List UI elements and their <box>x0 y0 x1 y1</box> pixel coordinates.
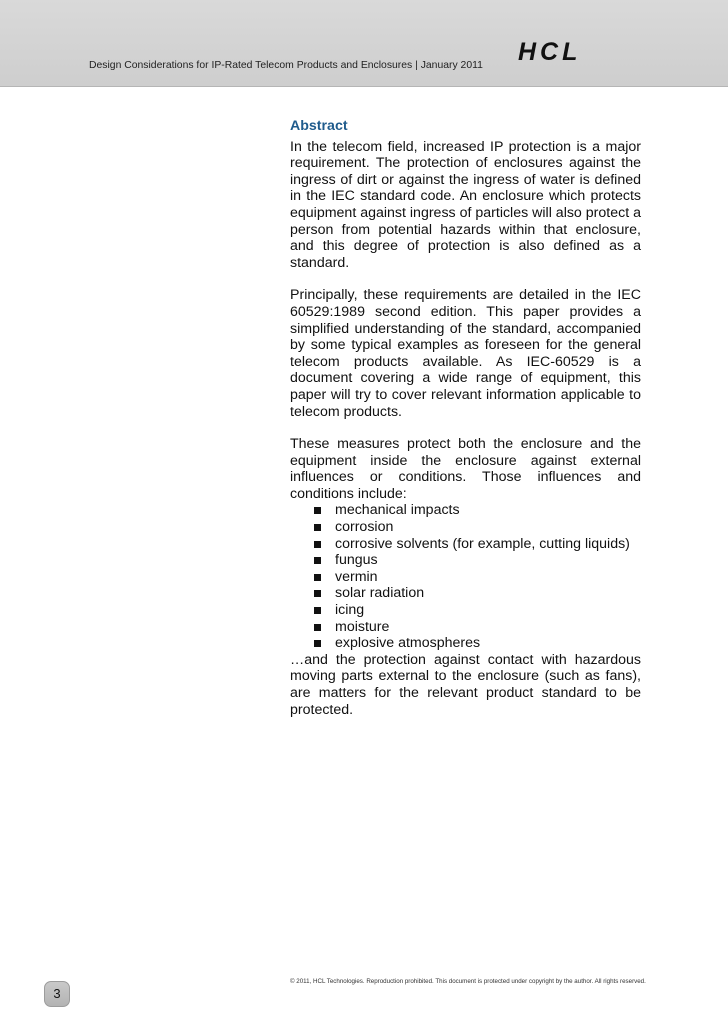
abstract-paragraph-2: Principally, these requirements are detailed in the IEC 60529:1989 second edition. This paper provides a simplified understanding of the standard, accompanied by some typical examples as foreseen for the general telecom products available. As IEC-60529 is a document covering a wide range of equipment, this paper will try to cover relevant information applicable to telecom products. <box>290 287 641 420</box>
list-item-text: corrosive solvents (for example, cutting liquids) <box>335 535 630 552</box>
hcl-logo <box>510 38 630 66</box>
abstract-paragraph-4: …and the protection against contact with hazardous moving parts external to the enclosure (such as fans), are matters for the relevant product standard to be protected. <box>290 651 641 718</box>
abstract-heading: Abstract <box>290 118 348 134</box>
hcl-logo-text: HCL <box>518 38 582 66</box>
square-bullet-icon <box>314 590 321 597</box>
list-item-text: corrosion <box>335 519 394 536</box>
square-bullet-icon <box>314 624 321 631</box>
list-item-text: solar radiation <box>335 585 425 602</box>
list-item <box>314 519 641 536</box>
list-item-text: explosive atmospheres <box>335 635 481 652</box>
list-item <box>314 552 641 569</box>
list-item-text: icing <box>335 602 365 619</box>
abstract-paragraph-1: In the telecom field, increased IP protection is a major requirement. The protection of enclosures against the ingress of dirt or against the ingress of water is defined in the IEC standard code. An enclosure which protects equipment against ingress of particles will also protect a person from potential hazards within that enclosure, and this degree of protection is also defined as a standard. <box>290 138 641 271</box>
list-item <box>314 536 641 553</box>
header-band <box>0 0 728 87</box>
copyright-notice: © 2011, HCL Technologies. Reproduction prohibited. This document is protected under copyright by the author. All rights reserved. <box>290 978 646 985</box>
square-bullet-icon <box>314 541 321 548</box>
square-bullet-icon <box>314 507 321 514</box>
conditions-list <box>290 502 641 651</box>
square-bullet-icon <box>314 574 321 581</box>
page-number: 3 <box>44 981 70 1007</box>
square-bullet-icon <box>314 524 321 531</box>
list-item <box>314 619 641 636</box>
list-item <box>314 635 641 652</box>
list-item <box>314 602 641 619</box>
square-bullet-icon <box>314 640 321 647</box>
list-item <box>314 569 641 586</box>
main-content <box>290 118 641 734</box>
list-item-text: moisture <box>335 618 390 635</box>
square-bullet-icon <box>314 607 321 614</box>
square-bullet-icon <box>314 557 321 564</box>
list-item <box>314 585 641 602</box>
abstract-paragraph-3: These measures protect both the enclosure and the equipment inside the enclosure against external influences or conditions. Those influences and conditions include: <box>290 436 641 502</box>
list-item <box>314 502 641 519</box>
document-title: Design Considerations for IP-Rated Telecom Products and Enclosures | January 2011 <box>89 60 483 71</box>
list-item-text: vermin <box>335 568 378 585</box>
list-item-text: fungus <box>335 552 378 569</box>
list-item-text: mechanical impacts <box>335 502 460 519</box>
